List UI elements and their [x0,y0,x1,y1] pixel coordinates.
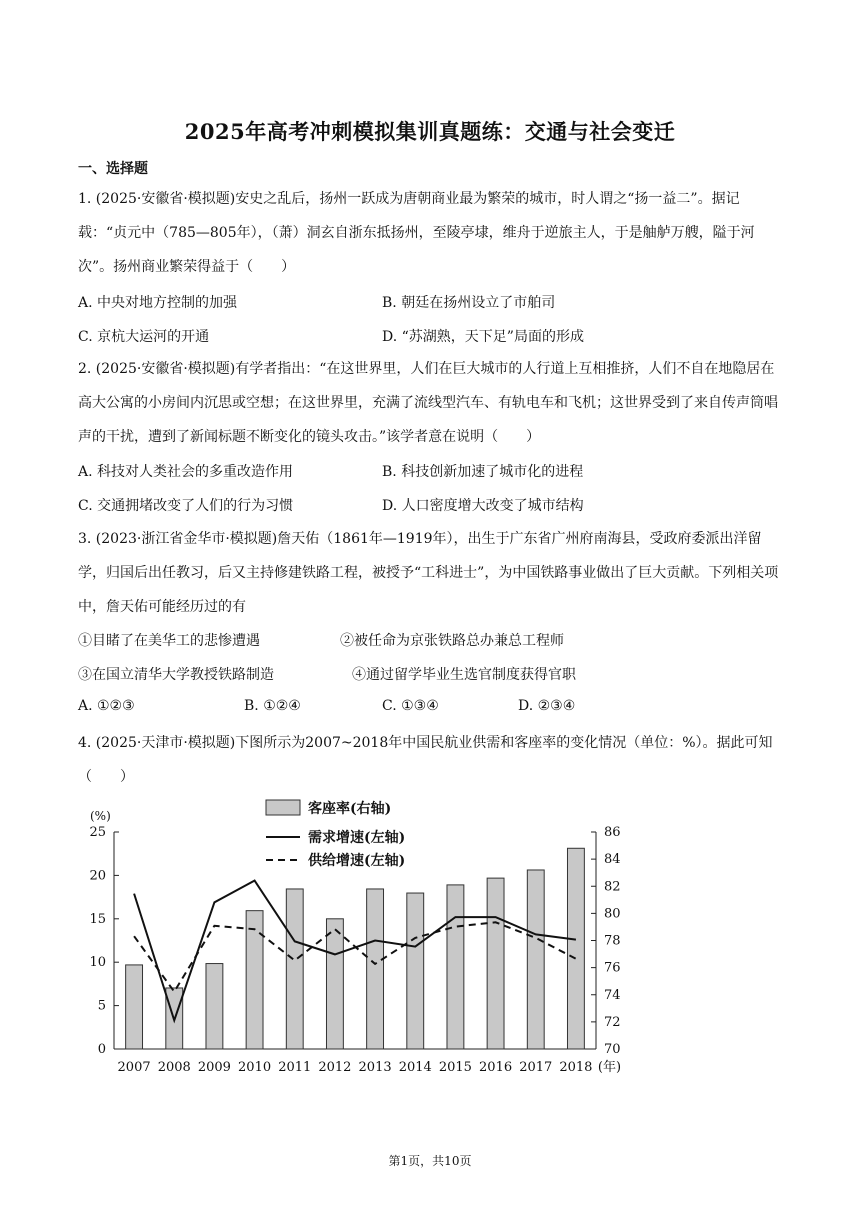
question-2-option-d: D. 人口密度增大改变了城市结构 [382,498,584,514]
legend-label-supply: 供给增速(左轴) [308,853,406,869]
question-2-option-c: C. 交通拥堵改变了人们的行为习惯 [78,498,294,514]
question-2-stem: 2. (2025·安徽省·模拟题)有学者指出：“在这世界里，人们在巨大城市的人行道上互相推挤，人们不自在地隐居在高大公寓的小房间内沉思或空想；在这世界里，充满了流线型汽车、有轨电车和飞机；这世界受到了来自传声筒唱声的干扰，遭到了新闻标题不断变化的镜头攻击。”该学者意在说明（ ） [78,361,778,445]
question-3-item-3: ③在国立清华大学教授铁路制造 [78,667,274,683]
x-tick-label: 2017 [519,1060,553,1075]
question-3-option-a: A. ①②③ [78,698,135,714]
bar-load-factor [567,848,584,1049]
bar-load-factor [286,889,303,1049]
question-4-stem: 4. (2025·天津市·模拟题)下图所示为2007~2018年中国民航业供需和客座率的变化情况（单位：%）。据此可知（ ） [78,735,773,785]
question-1-option-d: D. “苏湖熟，天下足”局面的形成 [382,329,584,345]
question-3-item-2: ②被任命为京张铁路总办兼总工程师 [340,633,564,649]
right-tick-label: 76 [604,960,621,976]
right-tick-label: 86 [604,825,621,840]
right-tick-label: 84 [604,852,621,868]
question-2-option-b: B. 科技创新加速了城市化的进程 [382,464,584,480]
bar-load-factor [527,870,544,1049]
x-tick-label: 2016 [479,1060,513,1075]
right-tick-label: 72 [604,1014,621,1030]
question-2-option-a: A. 科技对人类社会的多重改造作用 [78,464,294,480]
legend-label-demand: 需求增速(左轴) [308,830,406,846]
question-3-item-1: ①目睹了在美华工的悲惨遭遇 [78,633,260,649]
legend-label-bar: 客座率(右轴) [308,801,392,817]
page-title: 2025年高考冲刺模拟集训真题练：交通与社会变迁 [184,119,676,144]
question-3-option-d: D. ②③④ [518,698,576,714]
bar-load-factor [246,911,263,1049]
question-1-stem: 1. (2025·安徽省·模拟题)安史之乱后，扬州一跃成为唐朝商业最为繁荣的城市，时人谓之“扬一益二”。据记载：“贞元中（785—805年），（萧）洞玄自浙东抵扬州，至陵亭埭，维舟于逆旅主人，于是舳舻万艘，隘于河次”。扬州商业繁荣得益于（ ） [78,191,755,275]
x-tick-label: 2015 [438,1060,472,1075]
x-tick-label: 2010 [238,1060,272,1075]
right-tick-label: 80 [604,906,621,922]
x-tick-label: 2007 [117,1060,151,1075]
question-1-option-c: C. 京杭大运河的开通 [78,329,210,345]
question-1-option-b: B. 朝廷在扬州设立了市舶司 [382,295,556,311]
left-tick-label: 5 [97,998,106,1014]
aviation-chart [76,792,656,1092]
section-heading: 一、选择题 [78,161,148,177]
left-tick-label: 0 [97,1042,106,1057]
question-3-option-b: B. ①②④ [244,698,301,714]
x-tick-label: 2011 [278,1060,312,1075]
question-1-option-a: A. 中央对地方控制的加强 [78,295,238,311]
question-3-item-4: ④通过留学毕业生选官制度获得官职 [352,667,576,683]
right-tick-label: 78 [604,933,621,949]
bar-load-factor [487,878,504,1049]
right-tick-label: 74 [604,987,621,1003]
question-3-stem: 3. (2023·浙江省金华市·模拟题)詹天佑（1861年—1919年），出生于广东省广州府南海县，受政府委派出洋留学，归国后出任教习，后又主持修建铁路工程，被授予“工科进士”，为中国铁路事业做出了巨大贡献。下列相关项中，詹天佑可能经历过的有 [78,531,779,615]
right-tick-label: 82 [604,879,621,895]
x-tick-label: 2018 [559,1060,593,1075]
left-tick-label: 25 [89,825,106,840]
page-footer: 第1页，共10页 [388,1154,472,1168]
left-unit-label: (%) [90,809,111,823]
line-demand-growth [134,881,576,1021]
x-tick-label: 2012 [318,1060,352,1075]
question-3-option-c: C. ①③④ [382,698,439,714]
x-tick-label: 2013 [358,1060,392,1075]
right-tick-label: 70 [604,1042,621,1057]
bar-load-factor [367,889,384,1049]
x-tick-label: 2008 [157,1060,191,1075]
legend-swatch-bar [266,800,300,815]
x-tick-label: 2009 [197,1060,231,1075]
x-tick-label: 2014 [398,1060,432,1075]
left-tick-label: 20 [89,868,106,884]
left-tick-label: 15 [89,911,106,927]
bar-load-factor [126,965,143,1049]
bar-load-factor [407,893,424,1049]
bar-load-factor [447,885,464,1049]
left-tick-label: 10 [89,955,106,971]
bar-load-factor [206,964,223,1049]
x-unit-label: (年) [597,1060,622,1075]
bar-load-factor [326,919,343,1049]
line-supply-growth [134,922,576,991]
